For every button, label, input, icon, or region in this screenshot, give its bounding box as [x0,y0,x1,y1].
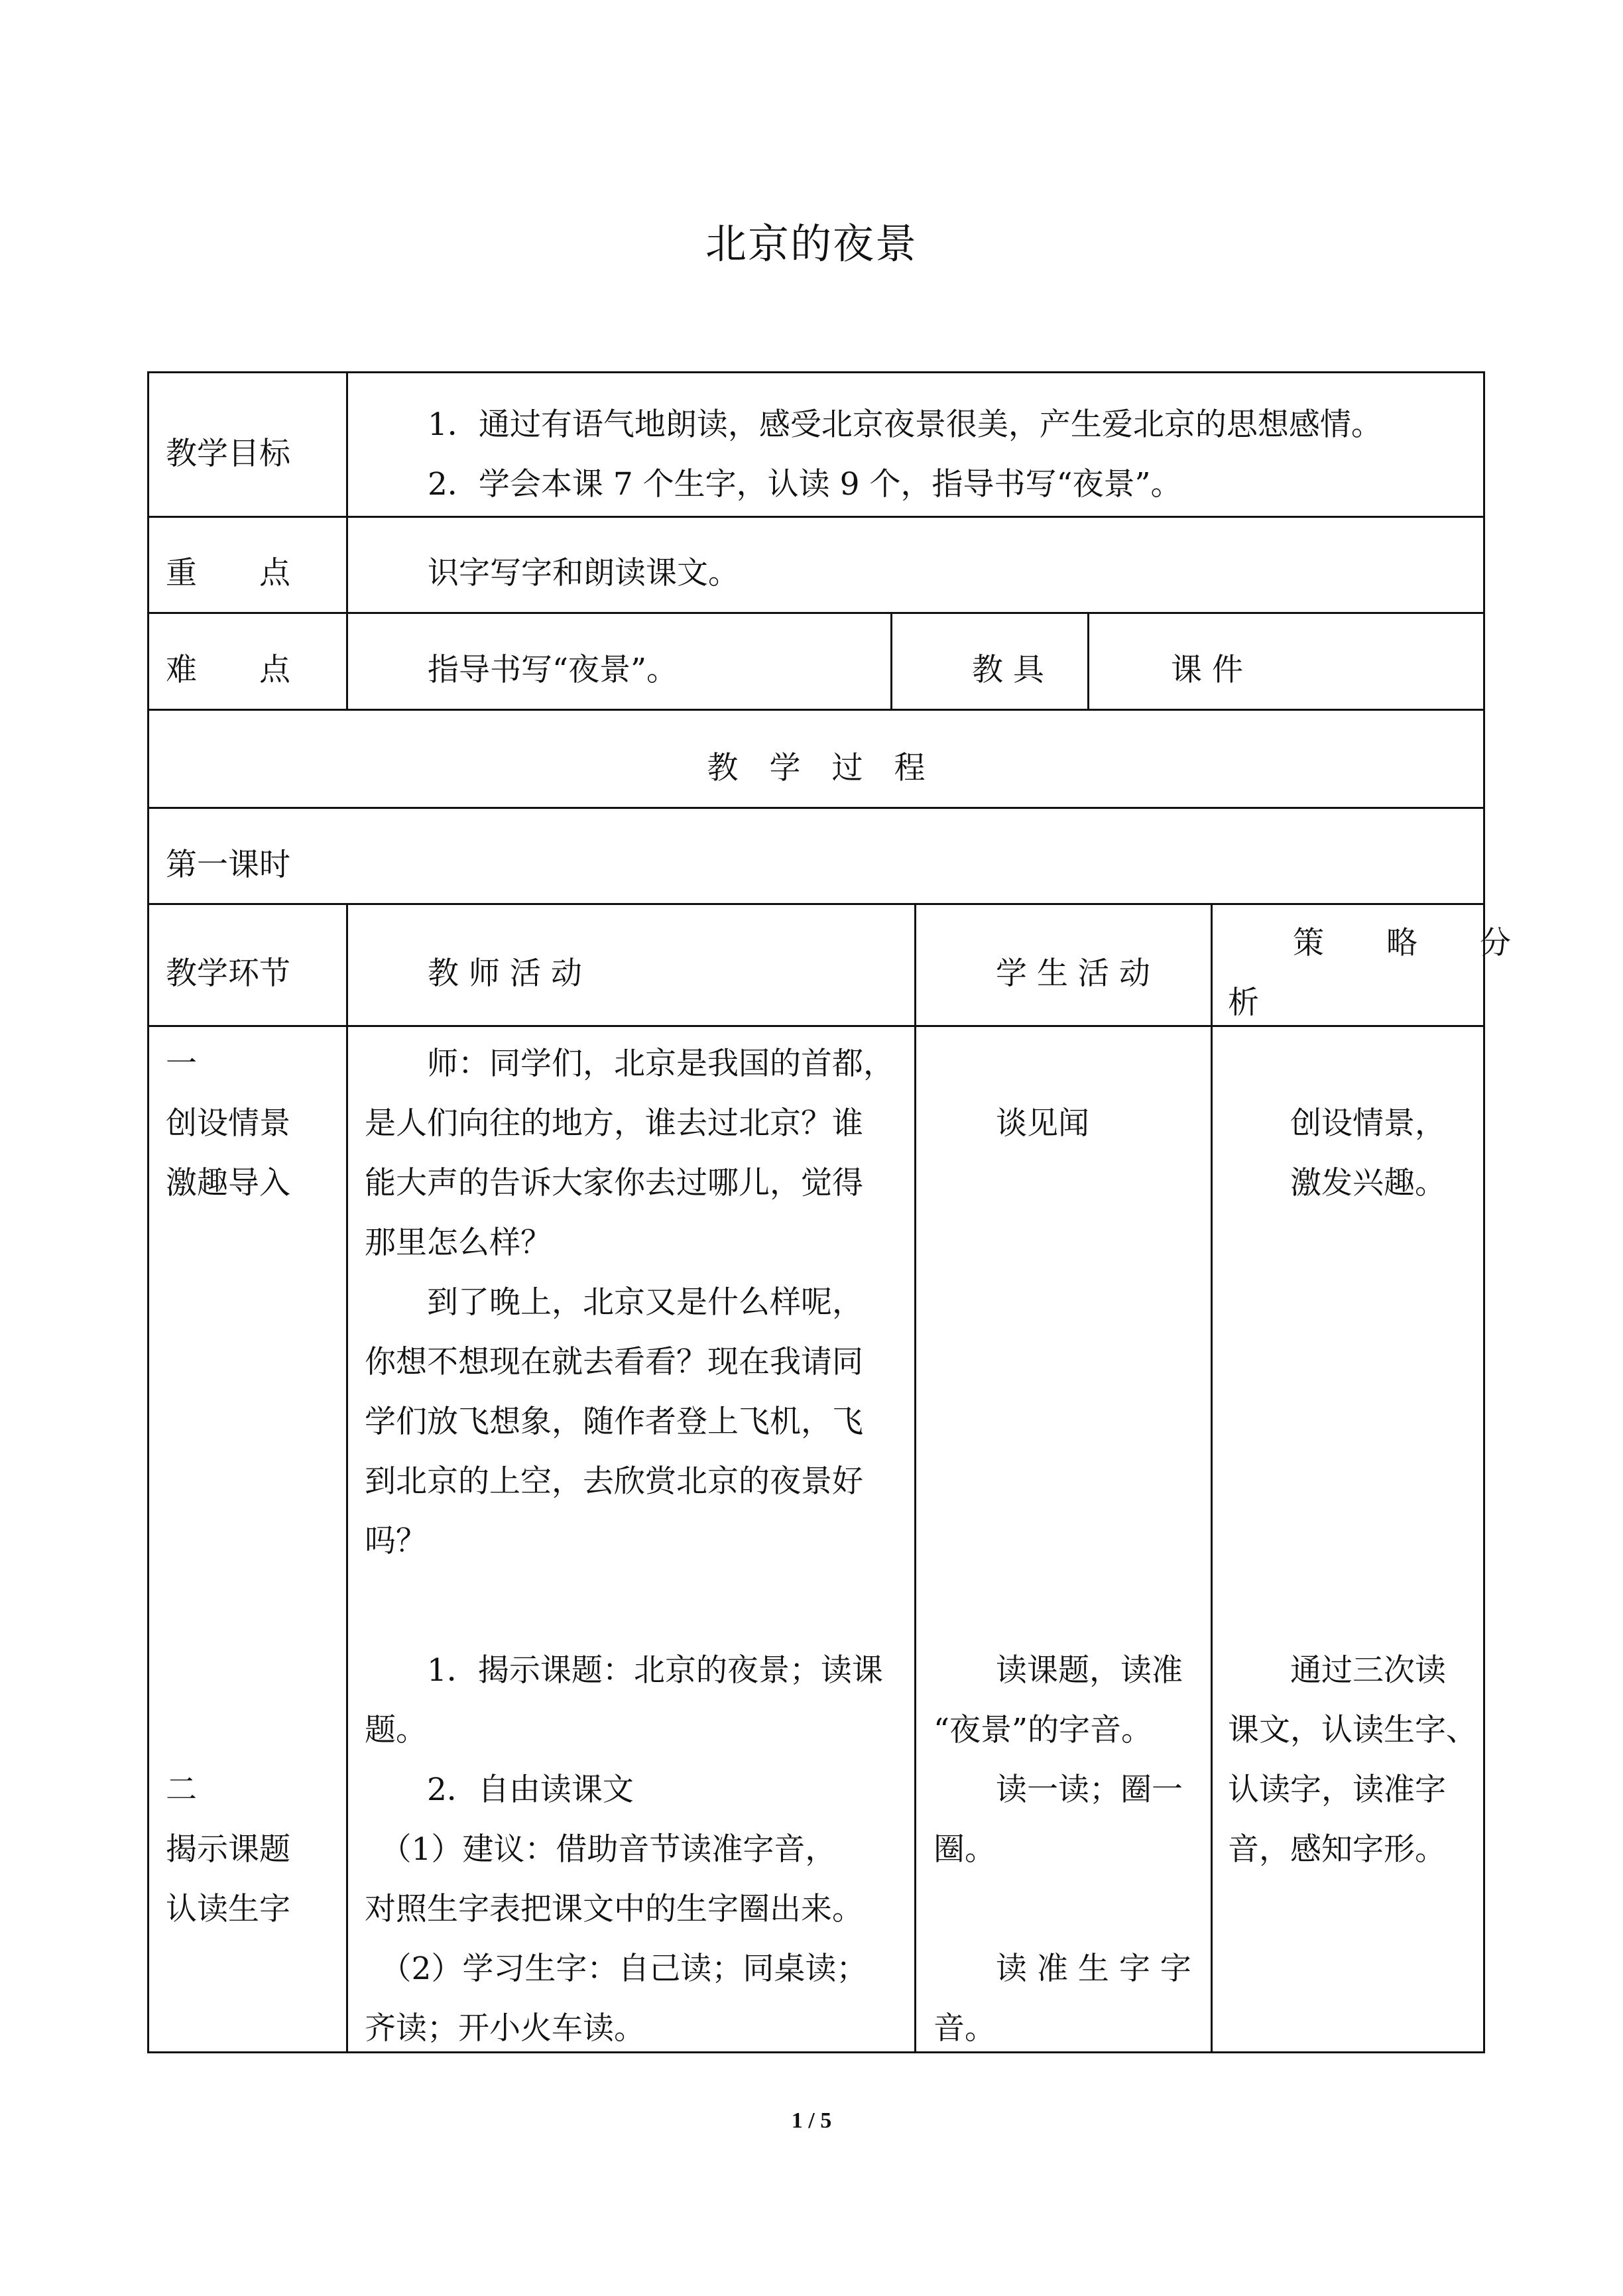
section2-student-line: 音。 [933,2010,996,2047]
difficulty-label: 难 点 [166,652,290,688]
column-header-strategy: 策 略 分 [1293,925,1511,961]
difficulty-value: 指导书写“夜景”。 [428,652,678,688]
column-header-student: 学 生 活 动 [996,955,1150,992]
section1-teacher-line: 到北京的上空，去欣赏北京的夜景好 [365,1463,863,1500]
section2-number: 二 [166,1772,197,1808]
section1-teacher-line: 是人们向往的地方，谁去过北京？谁 [365,1105,863,1142]
section2-student-line: “夜景”的字音。 [933,1712,1153,1748]
section1-teacher-line: 学们放飞想象，随作者登上飞机，飞 [365,1404,863,1440]
section2-student-line: 读一读；圈一 [933,1772,1183,1808]
section1-teacher-line: 那里怎么样？ [365,1225,552,1261]
column-divider [346,903,348,2053]
section2-strategy-line: 音，感知字形。 [1228,1831,1446,1868]
page-number: 1 / 5 [791,2108,832,2133]
section1-teacher-line: 到了晚上，北京又是什么样呢， [365,1284,863,1321]
page-title: 北京的夜景 [705,219,918,268]
column-header-teacher: 教 师 活 动 [428,955,582,992]
section2-teacher-line: 1．揭示课题：北京的夜景；读课 [365,1652,883,1689]
section2-name-2: 认读生字 [166,1891,290,1927]
section1-name-2: 激趣导入 [166,1165,290,1201]
section1-teacher-line: 你想不想现在就去看看？现在我请同 [365,1344,863,1380]
teaching-aid-label: 教 具 [972,652,1044,688]
section2-teacher-line: 齐读；开小火车读。 [365,2010,645,2047]
section2-teacher-line: （2）学习生字：自己读；同桌读； [365,1951,868,1987]
objectives-label: 教学目标 [166,436,290,472]
column-divider [1211,903,1213,2053]
key-point-value: 识字写字和朗读课文。 [428,555,739,591]
section1-strategy-line: 创设情景， [1228,1105,1446,1142]
section2-strategy-line: 课文，认读生字、 [1228,1712,1477,1748]
teaching-aid-value: 课 件 [1171,652,1243,688]
section2-strategy-line: 认读字，读准字 [1228,1772,1446,1808]
section2-teacher-line: 2．自由读课文 [365,1772,634,1808]
section2-teacher-line: 题。 [365,1712,427,1748]
section1-teacher-line: 能大声的告诉大家你去过哪儿，觉得 [365,1165,863,1201]
section1-teacher-line: 师：同学们，北京是我国的首都， [365,1046,894,1082]
row-divider [147,807,1485,809]
section2-teacher-line: 对照生字表把课文中的生字圈出来。 [365,1891,863,1927]
column-header-strategy-wrap: 析 [1228,985,1259,1021]
section2-student-line: 圈。 [933,1831,996,1868]
objective-item-1: 1．通过有语气地朗读，感受北京夜景很美，产生爱北京的思想感情。 [428,406,1382,443]
lesson-label: 第一课时 [166,847,290,883]
section1-name-1: 创设情景 [166,1105,290,1142]
key-point-label: 重 点 [166,555,290,591]
section1-student: 谈见闻 [933,1105,1089,1142]
column-header-stage: 教学环节 [166,955,290,992]
column-divider [890,612,892,710]
column-divider [346,371,348,711]
section1-strategy-line: 激发兴趣。 [1228,1165,1446,1201]
section1-number: 一 [166,1046,197,1082]
section2-strategy-line: 通过三次读 [1228,1652,1446,1689]
section2-student-line: 读 准 生 字 字 [933,1951,1191,1987]
column-divider [1087,612,1089,710]
section2-teacher-line: （1）建议：借助音节读准字音， [365,1831,837,1868]
objective-item-2: 2．学会本课 7 个生字，认读 9 个，指导书写“夜景”。 [428,466,1182,503]
column-divider [914,903,916,2053]
section1-teacher-line: 吗？ [365,1523,427,1559]
section2-name-1: 揭示课题 [166,1831,290,1868]
process-header: 教 学 过 程 [707,750,926,786]
section2-student-line: 读课题，读准 [933,1652,1183,1689]
